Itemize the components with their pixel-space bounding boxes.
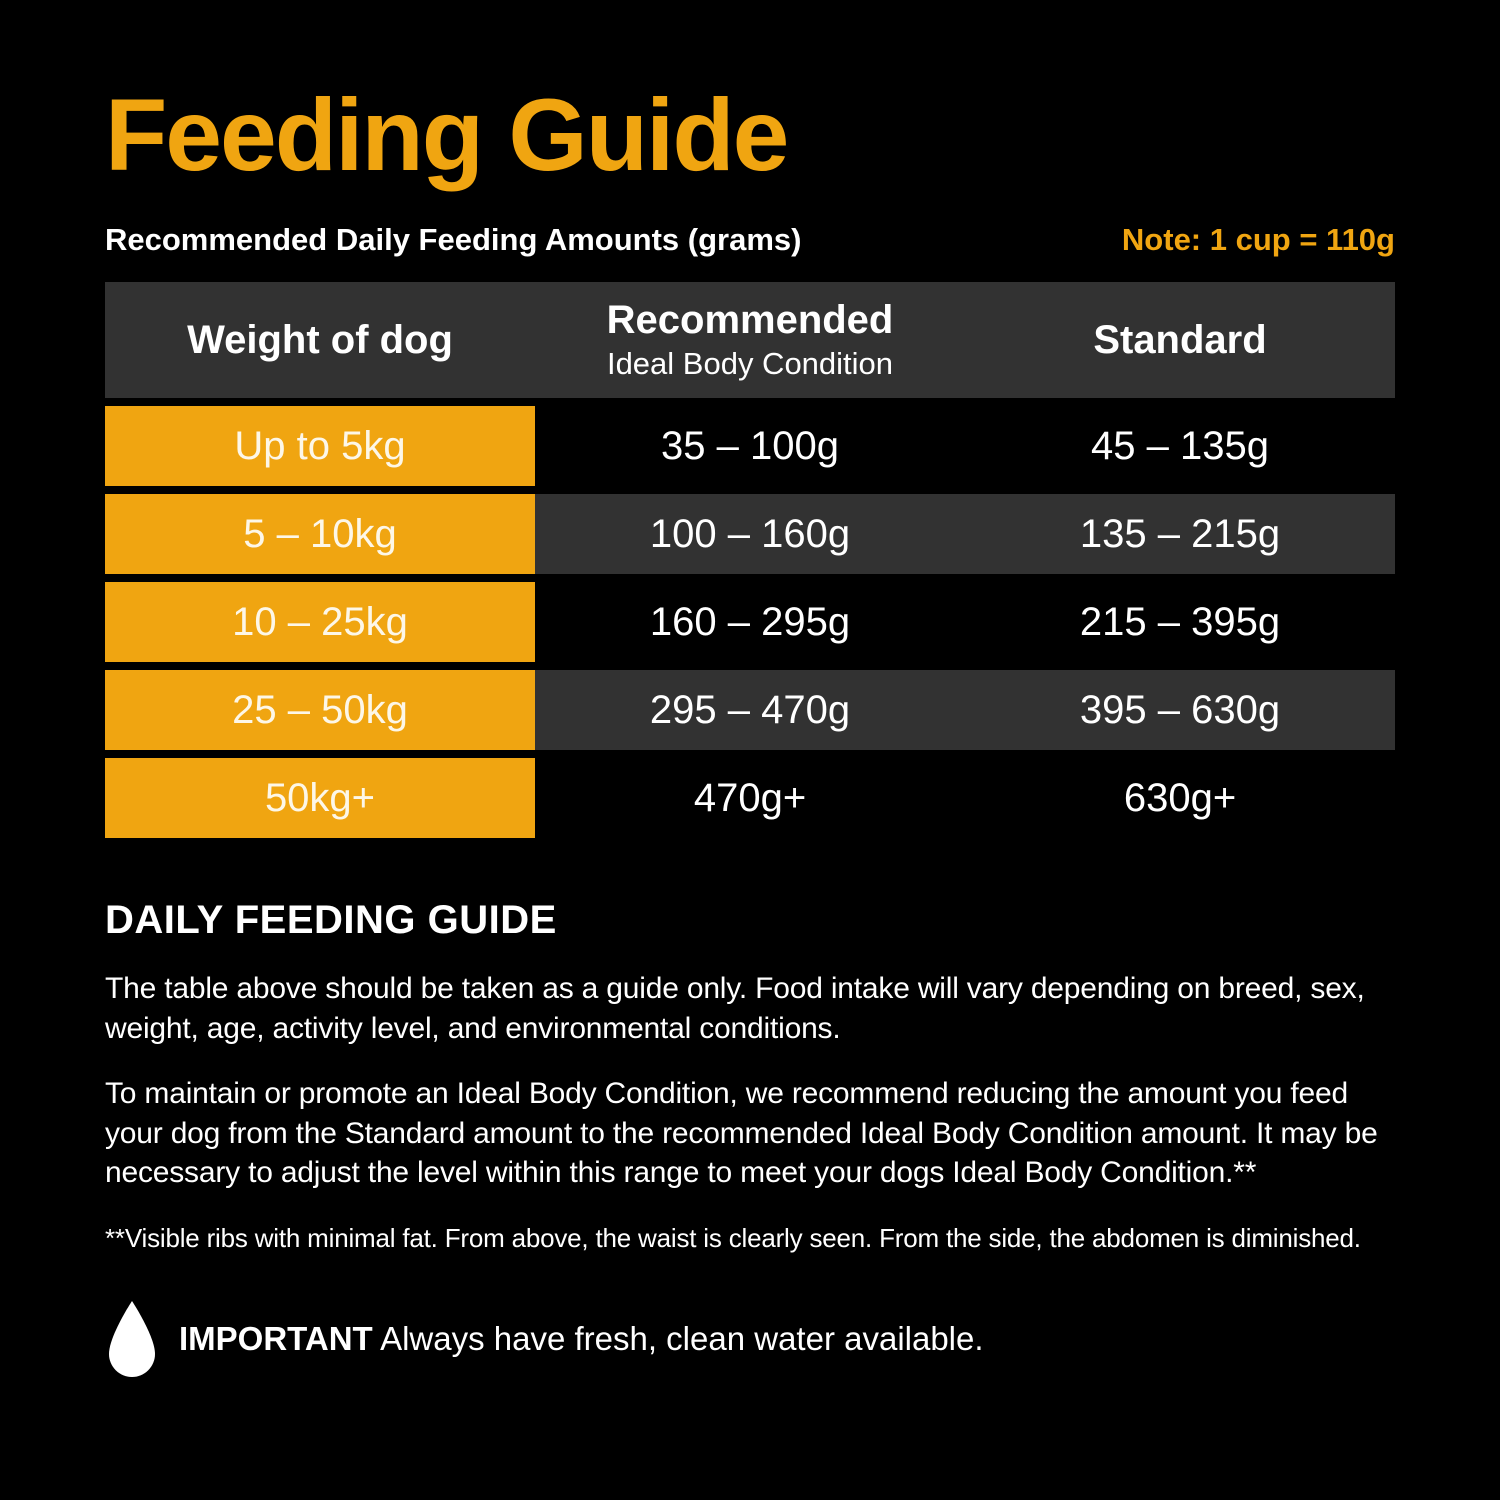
table-row [105,670,1395,750]
recommended-cell: 35 – 100g [661,423,839,468]
table-row [105,494,1395,574]
weight-cell: Up to 5kg [105,406,535,486]
column-header-standard: Standard [1093,317,1267,362]
column-header-recommended-sub: Ideal Body Condition [606,346,894,381]
standard-cell: 630g+ [1123,775,1237,820]
important-label: IMPORTANT [179,1320,373,1358]
table-row [105,406,1395,486]
column-header-weight: Weight of dog [187,317,453,362]
recommended-cell: 470g+ [693,775,807,820]
table-row [105,758,1395,838]
feeding-table [105,282,1395,838]
content-area [0,78,1500,1378]
standard-cell: 135 – 215g [1079,511,1281,556]
important-message: Always have fresh, clean water available. [380,1320,984,1358]
table-row [105,582,1395,662]
weight-cell: 25 – 50kg [105,670,535,750]
weight-cell: 5 – 10kg [105,494,535,574]
recommended-cell: 100 – 160g [649,511,851,556]
subheader [105,222,1395,258]
feeding-table-header [105,282,1395,398]
standard-cell: 215 – 395g [1079,599,1281,644]
recommended-cell: 295 – 470g [649,687,851,732]
weight-cell: 50kg+ [105,758,535,838]
daily-feeding-guide-heading: DAILY FEEDING GUIDE [105,898,557,942]
guide-paragraph: To maintain or promote an Ideal Body Condition, we recommend reducing the amount you feed your dog from the Standard amount to the recommended Ideal Body Condition amount. It may be necessary to adjust the level within this range to meet your dogs Ideal Body Condition.** [105,1077,1378,1190]
table-subtitle: Recommended Daily Feeding Amounts (grams) [105,222,802,257]
recommended-cell: 160 – 295g [649,599,851,644]
cup-conversion-note: Note: 1 cup = 110g [1121,222,1395,257]
page-title: Feeding Guide [105,78,788,192]
column-header-recommended-main: Recommended [606,298,894,342]
ideal-body-condition-footnote: **Visible ribs with minimal fat. From above, the waist is clearly seen. From the side, the abdomen is diminished. [105,1222,1361,1253]
important-notice [105,1300,1395,1378]
column-header-recommended [535,298,965,382]
weight-cell: 10 – 25kg [105,582,535,662]
water-drop-icon [105,1300,159,1378]
standard-cell: 395 – 630g [1079,687,1281,732]
important-text [179,1320,984,1358]
standard-cell: 45 – 135g [1091,423,1269,468]
guide-paragraph: The table above should be taken as a guide only. Food intake will vary depending on breed, sex, weight, age, activity level, and environmental conditions. [105,972,1365,1045]
